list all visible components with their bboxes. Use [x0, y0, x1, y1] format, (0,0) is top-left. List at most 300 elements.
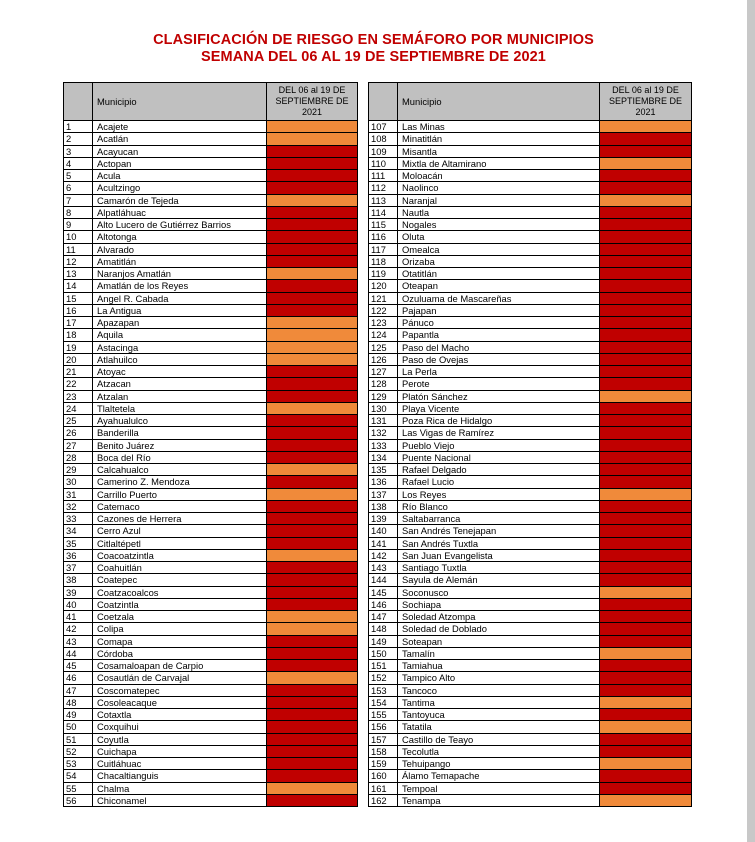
- table-row: [369, 157, 692, 169]
- table-row: [64, 696, 358, 708]
- row-number: 142: [369, 549, 398, 561]
- municipio-name: Cotaxtla: [93, 709, 267, 721]
- table-row: [369, 206, 692, 218]
- row-number: 107: [369, 121, 398, 133]
- row-number: 149: [369, 635, 398, 647]
- table-row: [369, 586, 692, 598]
- risk-color-cell: [600, 721, 692, 733]
- risk-color-cell: [267, 402, 358, 414]
- table-row: [64, 427, 358, 439]
- row-number: 45: [64, 660, 93, 672]
- table-row: [64, 194, 358, 206]
- municipio-name: Santiago Tuxtla: [398, 562, 600, 574]
- risk-color-cell: [600, 292, 692, 304]
- risk-color-cell: [267, 488, 358, 500]
- risk-color-cell: [600, 709, 692, 721]
- risk-color-cell: [267, 794, 358, 806]
- period-header: DEL 06 al 19 DE SEPTIEMBRE DE 2021: [267, 83, 358, 121]
- row-number: 1: [64, 121, 93, 133]
- table-row: [64, 304, 358, 316]
- municipio-name: Cosamaloapan de Carpio: [93, 660, 267, 672]
- table-row: [64, 647, 358, 659]
- risk-color-cell: [267, 537, 358, 549]
- table-row: [369, 562, 692, 574]
- row-number: 147: [369, 611, 398, 623]
- page-title: CLASIFICACIÓN DE RIESGO EN SEMÁFORO POR MUNICIPIOS: [153, 32, 594, 48]
- row-number: 122: [369, 304, 398, 316]
- table-row: [64, 317, 358, 329]
- row-number: 127: [369, 366, 398, 378]
- municipio-name: Tancoco: [398, 684, 600, 696]
- risk-color-cell: [600, 647, 692, 659]
- risk-color-cell: [267, 464, 358, 476]
- risk-color-cell: [600, 268, 692, 280]
- table-row: [64, 586, 358, 598]
- row-number: 141: [369, 537, 398, 549]
- municipio-name: Soteapan: [398, 635, 600, 647]
- risk-color-cell: [600, 390, 692, 402]
- table-row: [369, 574, 692, 586]
- row-number: 148: [369, 623, 398, 635]
- municipio-name: Mixtla de Altamirano: [398, 157, 600, 169]
- municipio-name: Acatlán: [93, 133, 267, 145]
- risk-color-cell: [600, 586, 692, 598]
- municipio-name: Citlaltépetl: [93, 537, 267, 549]
- table-row: [64, 243, 358, 255]
- row-number: 131: [369, 415, 398, 427]
- row-number: 23: [64, 390, 93, 402]
- table-row: [369, 366, 692, 378]
- row-number: 112: [369, 182, 398, 194]
- row-number: 155: [369, 709, 398, 721]
- municipio-name: Platón Sánchez: [398, 390, 600, 402]
- risk-color-cell: [267, 598, 358, 610]
- municipio-name: Coahuitlán: [93, 562, 267, 574]
- row-number: 128: [369, 378, 398, 390]
- risk-color-cell: [267, 549, 358, 561]
- municipio-name: Astacinga: [93, 341, 267, 353]
- risk-color-cell: [267, 219, 358, 231]
- risk-color-cell: [600, 157, 692, 169]
- risk-color-cell: [600, 194, 692, 206]
- table-row: [64, 133, 358, 145]
- table-row: [64, 623, 358, 635]
- row-number: 13: [64, 268, 93, 280]
- row-number: 6: [64, 182, 93, 194]
- row-number: 31: [64, 488, 93, 500]
- row-number: 28: [64, 451, 93, 463]
- municipio-name: Tehuipango: [398, 758, 600, 770]
- risk-color-cell: [600, 745, 692, 757]
- row-number: 150: [369, 647, 398, 659]
- row-number: 42: [64, 623, 93, 635]
- municipio-name: Coatzacoalcos: [93, 586, 267, 598]
- municipio-name: Ozuluama de Mascareñas: [398, 292, 600, 304]
- row-number: 53: [64, 758, 93, 770]
- municipio-header: Municipio: [398, 83, 600, 121]
- municipio-name: Sochiapa: [398, 598, 600, 610]
- row-number: 146: [369, 598, 398, 610]
- municipio-name: Comapa: [93, 635, 267, 647]
- risk-color-cell: [267, 133, 358, 145]
- municipio-name: Puente Nacional: [398, 451, 600, 463]
- risk-color-cell: [600, 611, 692, 623]
- row-number: 56: [64, 794, 93, 806]
- row-number: 111: [369, 170, 398, 182]
- table-row: [64, 255, 358, 267]
- row-number: 158: [369, 745, 398, 757]
- table-row: [369, 623, 692, 635]
- table-row: [369, 635, 692, 647]
- risk-color-cell: [600, 623, 692, 635]
- municipio-name: Angel R. Cabada: [93, 292, 267, 304]
- table-row: [369, 439, 692, 451]
- municipio-name: Acula: [93, 170, 267, 182]
- risk-color-cell: [267, 427, 358, 439]
- risk-color-cell: [600, 451, 692, 463]
- table-row: [369, 696, 692, 708]
- municipio-name: Alpatláhuac: [93, 206, 267, 218]
- row-number: 40: [64, 598, 93, 610]
- risk-color-cell: [267, 170, 358, 182]
- row-number: 108: [369, 133, 398, 145]
- table-row: [64, 268, 358, 280]
- table-row: [64, 121, 358, 133]
- risk-color-cell: [267, 243, 358, 255]
- risk-color-cell: [600, 427, 692, 439]
- table-row: [369, 341, 692, 353]
- municipio-name: Atoyac: [93, 366, 267, 378]
- risk-color-cell: [267, 562, 358, 574]
- table-row: [64, 745, 358, 757]
- table-row: [369, 549, 692, 561]
- row-number: 55: [64, 782, 93, 794]
- municipio-name: Córdoba: [93, 647, 267, 659]
- municipio-name: Alvarado: [93, 243, 267, 255]
- table-row: [369, 121, 692, 133]
- row-number: 137: [369, 488, 398, 500]
- municipio-name: Camarón de Tejeda: [93, 194, 267, 206]
- municipio-name: Coatepec: [93, 574, 267, 586]
- risk-color-cell: [267, 721, 358, 733]
- table-row: [64, 782, 358, 794]
- row-number: 123: [369, 317, 398, 329]
- table-row: [369, 770, 692, 782]
- table-row: [64, 500, 358, 512]
- table-row: [369, 684, 692, 696]
- table-row: [64, 464, 358, 476]
- municipio-name: Cerro Azul: [93, 525, 267, 537]
- row-number: 41: [64, 611, 93, 623]
- row-number: 151: [369, 660, 398, 672]
- municipio-name: Sayula de Alemán: [398, 574, 600, 586]
- row-number: 18: [64, 329, 93, 341]
- table-row: [369, 353, 692, 365]
- table-row: [64, 390, 358, 402]
- risk-color-cell: [267, 574, 358, 586]
- risk-color-cell: [267, 439, 358, 451]
- municipio-name: Saltabarranca: [398, 513, 600, 525]
- risk-color-cell: [267, 182, 358, 194]
- risk-color-cell: [267, 611, 358, 623]
- municipio-name: Otatitlán: [398, 268, 600, 280]
- table-row: [369, 415, 692, 427]
- risk-color-cell: [267, 157, 358, 169]
- row-number: 37: [64, 562, 93, 574]
- risk-color-cell: [600, 280, 692, 292]
- municipio-name: Nautla: [398, 206, 600, 218]
- risk-color-cell: [267, 304, 358, 316]
- row-number: 160: [369, 770, 398, 782]
- row-number: 12: [64, 255, 93, 267]
- row-number: 16: [64, 304, 93, 316]
- municipio-name: Tlaltetela: [93, 402, 267, 414]
- municipio-name: Naranjal: [398, 194, 600, 206]
- risk-color-cell: [267, 231, 358, 243]
- risk-color-cell: [600, 182, 692, 194]
- table-row: [369, 194, 692, 206]
- municipio-name: Oteapan: [398, 280, 600, 292]
- municipio-name: San Juan Evangelista: [398, 549, 600, 561]
- table-row: [369, 721, 692, 733]
- table-row: [369, 647, 692, 659]
- risk-color-cell: [600, 488, 692, 500]
- risk-color-cell: [600, 525, 692, 537]
- row-number: 24: [64, 402, 93, 414]
- municipio-name: Chiconamel: [93, 794, 267, 806]
- row-number: 3: [64, 145, 93, 157]
- municipio-name: Tempoal: [398, 782, 600, 794]
- risk-color-cell: [267, 317, 358, 329]
- risk-color-cell: [267, 586, 358, 598]
- table-row: [369, 745, 692, 757]
- row-number: 26: [64, 427, 93, 439]
- risk-color-cell: [600, 660, 692, 672]
- table-row: [369, 292, 692, 304]
- number-header: [64, 83, 93, 121]
- table-row: [369, 709, 692, 721]
- table-row: [64, 341, 358, 353]
- municipio-name: Calcahualco: [93, 464, 267, 476]
- municipio-name: Carrillo Puerto: [93, 488, 267, 500]
- row-number: 118: [369, 255, 398, 267]
- municipio-name: Coatzintla: [93, 598, 267, 610]
- row-number: 4: [64, 157, 93, 169]
- row-number: 117: [369, 243, 398, 255]
- municipio-name: Pánuco: [398, 317, 600, 329]
- municipio-name: Las Minas: [398, 121, 600, 133]
- row-number: 154: [369, 696, 398, 708]
- municipio-name: Benito Juárez: [93, 439, 267, 451]
- municipio-name: Rafael Lucio: [398, 476, 600, 488]
- row-number: 130: [369, 402, 398, 414]
- municipio-name: Las Vigas de Ramírez: [398, 427, 600, 439]
- municipio-name: Catemaco: [93, 500, 267, 512]
- risk-table-left: [63, 82, 358, 807]
- table-row: [369, 733, 692, 745]
- municipio-name: Altotonga: [93, 231, 267, 243]
- municipio-header: Municipio: [93, 83, 267, 121]
- municipio-name: Rafael Delgado: [398, 464, 600, 476]
- table-row: [64, 182, 358, 194]
- row-number: 2: [64, 133, 93, 145]
- municipio-name: Naranjos Amatlán: [93, 268, 267, 280]
- table-row: [64, 206, 358, 218]
- risk-color-cell: [600, 782, 692, 794]
- row-number: 48: [64, 696, 93, 708]
- risk-color-cell: [267, 525, 358, 537]
- municipio-name: Acayucan: [93, 145, 267, 157]
- row-number: 157: [369, 733, 398, 745]
- municipio-name: Boca del Río: [93, 451, 267, 463]
- municipio-name: Tamalín: [398, 647, 600, 659]
- table-row: [64, 329, 358, 341]
- table-row: [64, 476, 358, 488]
- municipio-name: Amatitlán: [93, 255, 267, 267]
- municipio-name: Castillo de Teayo: [398, 733, 600, 745]
- row-number: 113: [369, 194, 398, 206]
- municipio-name: Cazones de Herrera: [93, 513, 267, 525]
- table-row: [369, 402, 692, 414]
- table-row: [64, 292, 358, 304]
- row-number: 43: [64, 635, 93, 647]
- row-number: 30: [64, 476, 93, 488]
- table-row: [369, 329, 692, 341]
- municipio-name: Alto Lucero de Gutiérrez Barrios: [93, 219, 267, 231]
- risk-color-cell: [600, 574, 692, 586]
- risk-color-cell: [267, 292, 358, 304]
- risk-color-cell: [267, 329, 358, 341]
- table-row: [64, 378, 358, 390]
- risk-color-cell: [600, 317, 692, 329]
- risk-color-cell: [600, 562, 692, 574]
- municipio-name: Cuichapa: [93, 745, 267, 757]
- municipio-name: Omealca: [398, 243, 600, 255]
- table-row: [64, 721, 358, 733]
- table-row: [369, 133, 692, 145]
- row-number: 44: [64, 647, 93, 659]
- risk-color-cell: [267, 378, 358, 390]
- table-row: [369, 476, 692, 488]
- municipio-name: Apazapan: [93, 317, 267, 329]
- municipio-name: Paso del Macho: [398, 341, 600, 353]
- table-row: [64, 525, 358, 537]
- row-number: 134: [369, 451, 398, 463]
- risk-color-cell: [267, 415, 358, 427]
- municipio-name: Tamiahua: [398, 660, 600, 672]
- risk-color-cell: [267, 366, 358, 378]
- table-row: [369, 427, 692, 439]
- risk-color-cell: [600, 366, 692, 378]
- risk-color-cell: [267, 758, 358, 770]
- table-row: [64, 684, 358, 696]
- table-row: [369, 794, 692, 806]
- risk-color-cell: [600, 794, 692, 806]
- table-row: [64, 537, 358, 549]
- risk-color-cell: [267, 255, 358, 267]
- table-row: [369, 598, 692, 610]
- municipio-name: Misantla: [398, 145, 600, 157]
- table-row: [369, 537, 692, 549]
- municipio-name: Chalma: [93, 782, 267, 794]
- risk-color-cell: [600, 598, 692, 610]
- table-row: [369, 611, 692, 623]
- row-number: 138: [369, 500, 398, 512]
- row-number: 52: [64, 745, 93, 757]
- table-row: [64, 611, 358, 623]
- row-number: 156: [369, 721, 398, 733]
- table-row: [369, 170, 692, 182]
- table-row: [64, 219, 358, 231]
- municipio-name: Soconusco: [398, 586, 600, 598]
- municipio-name: Colipa: [93, 623, 267, 635]
- row-number: 144: [369, 574, 398, 586]
- row-number: 126: [369, 353, 398, 365]
- risk-color-cell: [600, 770, 692, 782]
- row-number: 152: [369, 672, 398, 684]
- row-number: 114: [369, 206, 398, 218]
- risk-color-cell: [267, 782, 358, 794]
- municipio-name: Tantima: [398, 696, 600, 708]
- row-number: 34: [64, 525, 93, 537]
- risk-color-cell: [267, 476, 358, 488]
- row-number: 29: [64, 464, 93, 476]
- municipio-name: Cuitláhuac: [93, 758, 267, 770]
- municipio-name: Aquila: [93, 329, 267, 341]
- municipio-name: La Perla: [398, 366, 600, 378]
- table-row: [369, 182, 692, 194]
- risk-color-cell: [600, 206, 692, 218]
- municipio-name: Tantoyuca: [398, 709, 600, 721]
- risk-color-cell: [267, 733, 358, 745]
- risk-color-cell: [267, 709, 358, 721]
- row-number: 32: [64, 500, 93, 512]
- municipio-name: Actopan: [93, 157, 267, 169]
- risk-color-cell: [267, 390, 358, 402]
- municipio-name: Acajete: [93, 121, 267, 133]
- table-row: [369, 758, 692, 770]
- risk-color-cell: [267, 353, 358, 365]
- municipio-name: Coxquihui: [93, 721, 267, 733]
- municipio-name: Ayahualulco: [93, 415, 267, 427]
- municipio-name: Cosautlán de Carvajal: [93, 672, 267, 684]
- table-row: [369, 243, 692, 255]
- municipio-name: Cosoleacaque: [93, 696, 267, 708]
- municipio-name: Tatatila: [398, 721, 600, 733]
- table-row: [64, 451, 358, 463]
- row-number: 33: [64, 513, 93, 525]
- row-number: 35: [64, 537, 93, 549]
- risk-color-cell: [267, 660, 358, 672]
- risk-color-cell: [600, 402, 692, 414]
- table-row: [369, 304, 692, 316]
- number-header: [369, 83, 398, 121]
- risk-color-cell: [267, 672, 358, 684]
- row-number: 49: [64, 709, 93, 721]
- table-row: [369, 782, 692, 794]
- row-number: 8: [64, 206, 93, 218]
- risk-color-cell: [600, 476, 692, 488]
- row-number: 119: [369, 268, 398, 280]
- page-subtitle: SEMANA DEL 06 AL 19 DE SEPTIEMBRE DE 2021: [201, 49, 546, 65]
- row-number: 14: [64, 280, 93, 292]
- risk-color-cell: [267, 451, 358, 463]
- risk-color-cell: [267, 206, 358, 218]
- municipio-name: Perote: [398, 378, 600, 390]
- table-row: [64, 415, 358, 427]
- municipio-name: Pajapan: [398, 304, 600, 316]
- row-number: 51: [64, 733, 93, 745]
